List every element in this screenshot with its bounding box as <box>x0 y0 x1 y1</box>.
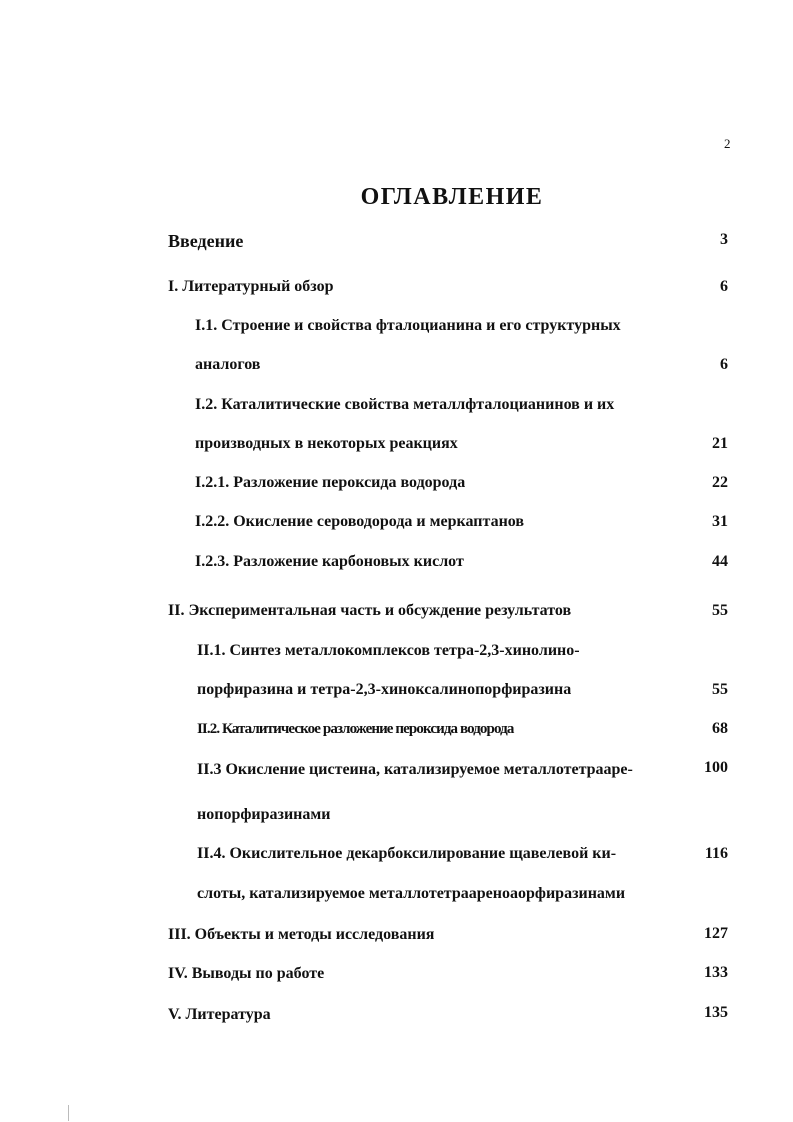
toc-entry-1-2-2: I.2.2. Окисление сероводорода и меркаптанов <box>195 513 525 530</box>
toc-page-1-2-3: 44 <box>712 553 728 570</box>
toc-entry-objects-methods: III. Объекты и методы исследования <box>168 926 435 943</box>
toc-entry-1-2-line-2: производных в некоторых реакциях <box>195 435 458 452</box>
toc-page-1-2-1: 22 <box>712 474 728 491</box>
page-title: ОГЛАВЛЕНИЕ <box>360 184 544 210</box>
toc-entry-2-1-line-1: II.1. Синтез металлокомплексов тетра-2,3-хинолино- <box>197 642 580 659</box>
toc-entry-1-2-line-1: I.2. Каталитические свойства металлфталоцианинов и их <box>195 396 615 413</box>
toc-page-1-2: 21 <box>712 435 728 452</box>
toc-entry-2-3-line-1: II.3 Окисление цистеина, катализируемое металлотетрааре- <box>197 761 633 778</box>
toc-entry-2-4-line-1: II.4. Окислительное декарбоксилирование щавелевой ки- <box>197 845 617 862</box>
toc-entry-conclusions: IV. Выводы по работе <box>168 965 325 982</box>
toc-page-introduction: 3 <box>720 231 728 248</box>
toc-page-1-2-2: 31 <box>712 513 728 530</box>
toc-entry-2-2: II.2. Каталитическое разложение пероксида водорода <box>197 721 514 737</box>
toc-page-2-3: 100 <box>704 759 728 776</box>
toc-entry-2-1-line-2: порфиразина и тетра-2,3-хиноксалинопорфиразина <box>197 681 572 698</box>
toc-entry-1-2-3: I.2.3. Разложение карбоновых кислот <box>195 553 464 570</box>
toc-page-experimental: 55 <box>712 602 728 619</box>
toc-entry-literature-review: I. Литературный обзор <box>168 278 334 295</box>
toc-entry-1-2-1: I.2.1. Разложение пероксида водорода <box>195 474 466 491</box>
toc-entry-2-4-line-2: слоты, катализируемое металлотетраареноаорфиразинами <box>197 885 626 902</box>
page-number: 2 <box>724 136 731 151</box>
toc-page-1-1: 6 <box>720 356 728 373</box>
toc-entry-experimental: II. Экспериментальная часть и обсуждение результатов <box>168 602 572 619</box>
toc-page-conclusions: 133 <box>704 964 728 981</box>
toc-page-references: 135 <box>704 1004 728 1021</box>
toc-page-2-2: 68 <box>712 720 728 737</box>
toc-entry-1-1-line-2: аналогов <box>195 356 261 373</box>
toc-entry-2-3-line-2: нопорфиразинами <box>197 806 331 823</box>
scan-artifact-line <box>68 1105 69 1121</box>
toc-page-objects-methods: 127 <box>704 925 728 942</box>
toc-entry-introduction: Введение <box>168 231 244 251</box>
toc-page-literature-review: 6 <box>720 278 728 295</box>
toc-entry-1-1-line-1: I.1. Строение и свойства фталоцианина и его структурных <box>195 317 621 334</box>
toc-entry-references: V. Литература <box>168 1006 271 1023</box>
toc-page-2-1: 55 <box>712 681 728 698</box>
toc-page-2-4: 116 <box>704 845 728 862</box>
